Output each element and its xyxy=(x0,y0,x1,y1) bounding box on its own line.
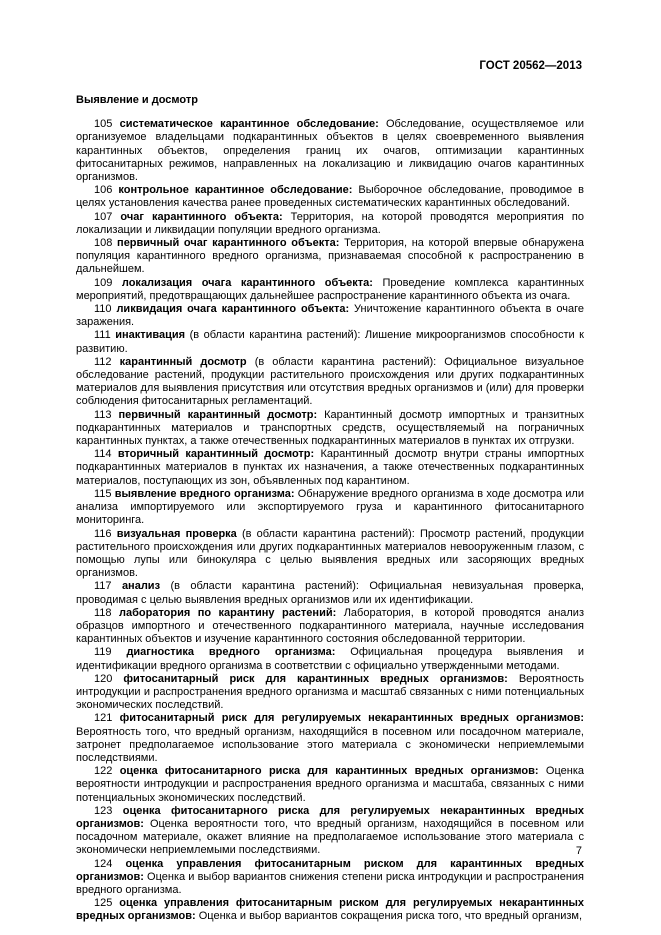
term-name: контрольное карантинное обследование: xyxy=(118,184,353,197)
term-number: 119 xyxy=(94,646,112,659)
term-entry xyxy=(76,237,584,277)
term-number: 108 xyxy=(94,237,113,250)
term-entry xyxy=(76,356,584,409)
page-content xyxy=(76,94,584,924)
term-entry xyxy=(76,409,584,449)
document-code: ГОСТ 20562—2013 xyxy=(479,60,582,72)
term-entry xyxy=(76,607,584,647)
term-definition: Территория, на которой впервые обнаружена популяция карантинного вредного организма, признаваемая способной к распространению в дальнейшем. xyxy=(76,237,584,276)
term-definition: Территория, на которой проводятся мероприятия по локализации и ликвидации популяции вредного организма. xyxy=(76,210,584,236)
term-number: 112 xyxy=(94,355,112,368)
term-definition: (в области карантина растений): Просмотр растений, продукции растительного происхождения или других подкарантинных материалов невооруженным глазом, с помощью лупы или бинокуляра с целью выявления вредных или засоряющих вредных организмов. xyxy=(76,527,584,580)
term-name: очаг карантинного объекта: xyxy=(120,210,283,223)
term-name: карантинный досмотр xyxy=(119,355,247,368)
term-entry xyxy=(76,118,584,184)
term-name: систематическое карантинное обследование: xyxy=(119,118,379,131)
term-number: 124 xyxy=(94,857,113,870)
term-entry xyxy=(76,448,584,488)
term-name: вторичный карантинный досмотр: xyxy=(117,448,315,461)
term-definition: Лаборатория, в которой проводятся анализ образцов импортного и отечественного подкарантинного материала, научные исследования карантинных объектов и изучение карантинного состояния обследованной территории. xyxy=(76,606,584,646)
term-definition: Оценка вероятности того, что вредный организм, находящийся в посевном или посадочном материале, окажет влияние на предполагаемое использование этого материала с экономически неприемлемыми последствиями. xyxy=(76,817,584,857)
term-entries-list xyxy=(76,118,584,923)
term-definition: Обследование, осуществляемое или организуемое владельцами подкарантинных объектов в целях своевременного выявления карантинных объектов, определения границ их очагов, оптимизации карантинных фитосанитарных режимов, направленных на локализацию и ликвидацию очагов карантинных организмов. xyxy=(76,118,584,184)
term-name: ликвидация очага карантинного объекта: xyxy=(116,303,350,316)
term-entry xyxy=(76,712,584,765)
term-entry xyxy=(76,528,584,581)
term-number: 114 xyxy=(94,448,112,461)
term-name: анализ xyxy=(121,580,161,593)
term-definition: Оценка вероятности интродукции и распространения вредного организма и масштаба, связанных с ними потенциальных экономических последствий. xyxy=(76,765,585,804)
term-number: 111 xyxy=(94,329,111,342)
term-number: 107 xyxy=(94,210,113,223)
term-name: выявление вредного организма: xyxy=(114,487,295,500)
term-entry xyxy=(76,184,584,210)
term-entry xyxy=(76,329,584,355)
term-number: 120 xyxy=(94,672,113,685)
term-entry xyxy=(76,805,584,858)
term-entry xyxy=(76,897,584,923)
term-definition: Карантинный досмотр внутри страны импортных подкарантинных материалов в пунктах их назначения, а также отечественных подкарантинных материалов, поступающих из зон, объявленных под карантином. xyxy=(76,448,584,487)
term-name: оценка фитосанитарного риска для карантинных вредных организмов: xyxy=(119,765,539,778)
term-number: 117 xyxy=(94,580,112,593)
page-number: 7 xyxy=(575,845,582,857)
section-title: Выявление и досмотр xyxy=(76,94,198,106)
term-entry xyxy=(76,211,584,237)
term-number: 105 xyxy=(94,118,113,131)
term-definition: Проведение комплекса карантинных мероприятий, предотвращающих дальнейшее распространение карантинного объекта из очага. xyxy=(76,276,584,302)
term-number: 118 xyxy=(94,606,112,619)
term-definition: Вероятность того, что вредный организм, находящийся в посевном или посадочном материале, затронет предполагаемое использование этого материала с экономически неприемлемыми последствиями. xyxy=(76,725,584,764)
term-definition: (в области карантина растений): Официальная невизуальная проверка, проводимая с целью выявления вредных организмов или их идентификации. xyxy=(76,580,584,606)
term-number: 106 xyxy=(94,184,113,197)
term-number: 115 xyxy=(94,487,112,500)
term-entry xyxy=(76,580,584,606)
term-definition: Обнаружение вредного организма в ходе досмотра или анализа импортируемого или экспортируемого груза и карантинного фитосанитарного мониторинга. xyxy=(76,487,584,527)
term-name: первичный карантинный досмотр: xyxy=(118,408,318,421)
term-definition: Официальная процедура выявления и идентификации вредного организма в соответствии с официально утвержденными методами. xyxy=(76,646,584,672)
term-number: 113 xyxy=(94,408,112,421)
term-name: визуальная проверка xyxy=(116,527,237,540)
term-definition: Карантинный досмотр импортных и транзитных подкарантинных материалов и транспортных средств, осуществляемый на пограничных карантинных пунктах, а также отечественных подкарантинных материалов в пунктах их отгрузки. xyxy=(76,408,585,448)
term-name: оценка управления фитосанитарным риском для карантинных вредных организмов: xyxy=(76,857,584,883)
term-definition: Оценка и выбор вариантов снижения степени риска интродукции и распространения вредного организма. xyxy=(76,870,584,896)
term-entry xyxy=(76,765,584,805)
term-number: 123 xyxy=(94,804,113,817)
term-name: диагностика вредного организма: xyxy=(126,646,336,659)
term-entry xyxy=(76,673,584,713)
term-definition: Вероятность интродукции и распространения вредного организма и масштаб связанных с ними потенциальных экономических последствий. xyxy=(76,672,584,712)
term-entry xyxy=(76,488,584,528)
term-definition: (в области карантина растений): Официальное визуальное обследование растений, продукции растительного происхождения или других подкарантинных материалов для выявления присутствия или отсутствия вредных организмов и (или) для проверки соблюдения фитосанитарных регламентаций. xyxy=(76,355,584,408)
term-entry xyxy=(76,858,584,898)
term-number: 109 xyxy=(94,276,113,289)
term-definition: Оценка и выбор вариантов сокращения риска того, что вредный организм, xyxy=(198,910,583,923)
term-name: фитосанитарный риск для карантинных вредных организмов: xyxy=(123,672,508,685)
term-number: 122 xyxy=(94,765,113,778)
term-name: оценка управления фитосанитарным риском для регулируемых некарантинных вредных организмов: xyxy=(76,897,584,923)
term-name: инактивация xyxy=(115,329,186,342)
term-name: оценка фитосанитарного риска для регулируемых некарантинных вредных организмов: xyxy=(76,804,584,830)
term-number: 116 xyxy=(94,527,112,540)
term-number: 125 xyxy=(94,897,113,910)
term-number: 121 xyxy=(94,712,113,725)
term-definition: Уничтожение карантинного объекта в очаге заражения. xyxy=(76,303,584,329)
term-name: фитосанитарный риск для регулируемых некарантинных вредных организмов: xyxy=(119,712,584,725)
term-entry xyxy=(76,303,584,329)
term-definition: Выборочное обследование, проводимое в целях установления качества ранее проведенных систематических карантинных обследований. xyxy=(76,184,585,210)
term-entry xyxy=(76,646,584,672)
term-number: 110 xyxy=(94,303,112,316)
term-definition: (в области карантина растений): Лишение микроорганизмов способности к развитию. xyxy=(76,329,584,355)
term-entry xyxy=(76,277,584,303)
term-name: первичный очаг карантинного объекта: xyxy=(117,237,340,250)
term-name: локализация очага карантинного объекта: xyxy=(121,276,373,289)
term-name: лаборатория по карантину растений: xyxy=(118,606,337,619)
